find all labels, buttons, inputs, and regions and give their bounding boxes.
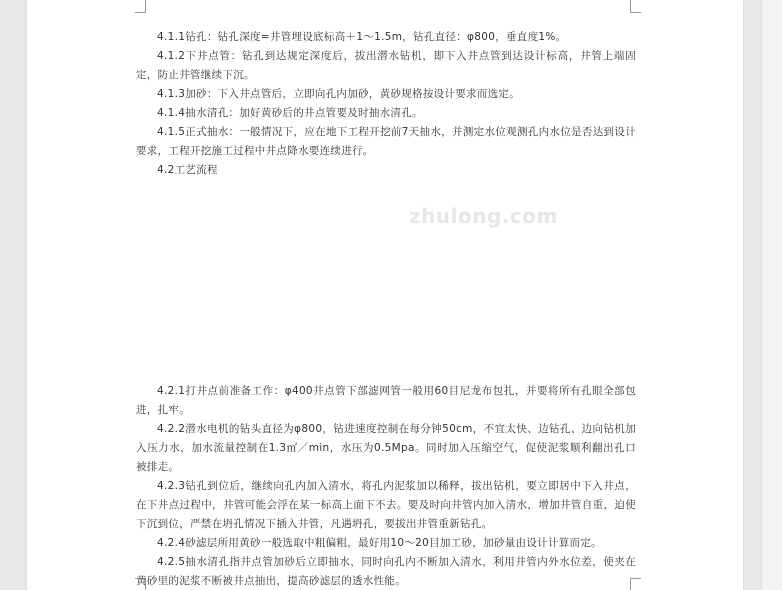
- paragraph-4-1-1: 4.1.1钻孔：钻孔深度=井管埋设底标高＋1～1.5m，钻孔直径：φ800，垂直度1%。: [157, 31, 567, 43]
- paragraph-4-1-2: 4.1.2下井点管：钻孔到达规定深度后，拔出潜水钻机，即下入井点管到达设计标高，井管上端固定，防止井管继续下沉。: [136, 50, 636, 81]
- paragraph-4-1-5: 4.1.5正式抽水：一般情况下，应在地下工程开挖前7天抽水，并测定水位观测孔内水位是否达到设计要求，工程开挖施工过程中井点降水要连续进行。: [136, 126, 636, 157]
- paragraph-4-1-4: 4.1.4抽水清孔：加好黄砂后的井点管要及时抽水清孔。: [157, 107, 423, 119]
- heading-4-2: 4.2工艺流程: [157, 164, 218, 176]
- watermark: zhulong.com: [409, 204, 558, 228]
- paragraph-4-2-4: 4.2.4砂滤层所用黄砂一般选取中粗偏粗，最好用10～20目加工砂，加砂量由设计计算而定。: [157, 537, 602, 549]
- scrollbar-track[interactable]: [761, 0, 782, 590]
- margin-corner-top-left: [135, 0, 146, 13]
- document-page: [27, 0, 743, 590]
- paragraph-4-1-3: 4.1.3加砂：下入井点管后，立即向孔内加砂，黄砂规格按设计要求而选定。: [157, 88, 521, 100]
- margin-corner-top-right: [630, 0, 641, 13]
- paragraph-4-2-5: 4.2.5抽水清孔指井点管加砂后立即抽水，同时向孔内不断加入清水，利用井管内外水位差，使夹在黄砂里的泥浆不断被井点抽出，提高砂滤层的透水性能。: [136, 556, 636, 587]
- text-block-bottom: [136, 382, 636, 590]
- paragraph-4-2-2: 4.2.2潜水电机的钻头直径为φ800，钻进速度控制在每分钟50cm，不宜太快、边钻孔、边向钻机加入压力水，加水流量控制在1.3㎡／min，水压为0.5Mpa。同时加入压缩空气，促使泥浆顺利翻出孔口被排走。: [136, 423, 636, 473]
- text-block-top: [136, 28, 636, 180]
- paragraph-4-2-3: 4.2.3钻孔到位后，继续向孔内加入清水，将孔内泥浆加以稀释，拔出钻机，要立即居中下入井点，在下井点过程中，井管可能会浮在某一标高上面下不去。要及时向井管内加入清水，增加井管自重，迫使下沉到位，严禁在坍孔情况下插入井管，凡遇坍孔，要拔出井管重新钻孔。: [136, 480, 636, 530]
- paragraph-4-2-1: 4.2.1打井点前准备工作：φ400井点管下部滤网管一般用60目尼龙布包扎，并要将所有孔眼全部包进，扎牢。: [136, 385, 636, 416]
